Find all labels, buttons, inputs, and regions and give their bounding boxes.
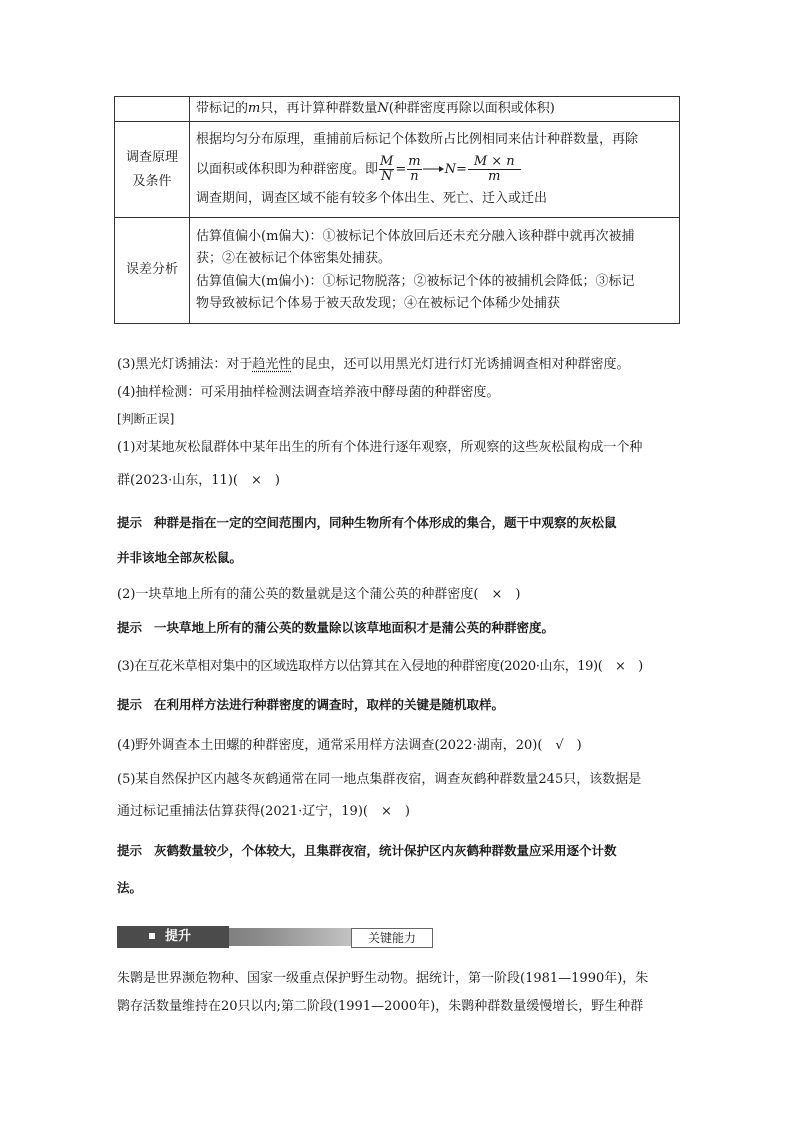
var-N: N [377,101,389,116]
question-5: (5)某自然保护区内越冬灰鹤通常在同一地点集群夜宿，调查灰鹤种群数量245只，该数据是 [117,772,642,787]
intro-paragraph: 朱鹮是世界濒危物种、国家一级重点保护野生动物。据统计，第一阶段(1981—1990年)，朱 [117,971,649,986]
banner-title: 提升 [165,929,192,944]
mark-recapture-table [114,96,680,324]
text-line: 估算值偏小(m偏大)：①被标记个体放回后还未充分融入该种群中就再次被捕 [196,228,635,244]
row-label [115,97,190,122]
label-text: 调查原理及条件 [125,149,178,189]
text: 只，再计算种群数量 [260,101,378,116]
text: 的昆虫，还可以用黑光灯进行灯光诱捕调查相对种群密度。 [291,357,630,372]
keyword: 趋光性 [252,357,292,372]
question-2: (2)一块草地上所有的蒲公英的数量就是这个蒲公英的种群密度( × ) [117,587,521,602]
question-4: (4)野外调查本土田螺的种群密度，通常采用样方法调查(2022·湖南，20)( √ ) [117,738,582,753]
tip-label: 提示 [117,515,143,530]
text-line: 估算值偏大(m偏小)：①标记物脱落；②被标记个体的被捕机会降低；③标记 [196,273,635,289]
text: 以面积或体积即为种群密度。即 [196,161,379,177]
numerator: M [380,153,394,169]
tip-label: 提示 [117,843,143,858]
table-row [115,97,680,122]
text-line: 物导致被标记个体易于被天敌发现；④在被标记个体稀少处捕获 [196,296,561,311]
tip-text: 在利用样方法进行种群密度的调查时，取样的关键是随机取样。 [154,697,505,712]
section-header-judge: [判断正误] [117,412,175,426]
tip-text: 种群是指在一定的空间范围内，同种生物所有个体形成的集合，题干中观察的灰松鼠 [154,515,617,530]
question-3: (3)在互花米草相对集中的区域选取样方以估算其在入侵地的种群密度(2020·山东，19)( × ) [117,659,643,674]
question-1: (1)对某地灰松鼠群体中某年出生的所有个体进行逐年观察，所观察的这些灰松鼠构成一个种 [117,440,643,455]
table-row [115,218,680,324]
square-icon [149,933,155,939]
tip-1-cont: 并非该地全部灰松鼠。 [117,550,243,565]
arrow-icon [423,164,445,174]
fraction-m-n [407,155,421,184]
intro-paragraph-cont: 鹮存活数量维持在20只以内;第二阶段(1991—2000年)，朱鹮种群数量缓慢增长，野生种群 [117,999,644,1014]
tip-label: 提示 [117,697,143,712]
tip-3 [117,694,682,716]
row-label: 误差分析 [115,218,190,324]
text-line: 根据均匀分布原理，重捕前后标记个体数所占比例相同来估计种群数量，再除 [196,132,639,147]
fraction-result [468,155,521,184]
numerator: M × n [468,155,521,170]
tip-5 [117,840,682,862]
text: 带标记的 [196,101,249,116]
method-item-3 [117,354,682,376]
text: (3)黑光灯诱捕法：对于 [117,357,253,372]
method-item-4: (4)抽样检测：可采用抽样检测法调查培养液中酵母菌的种群密度。 [117,385,500,400]
tip-1 [117,512,682,534]
var-m: m [248,101,261,116]
row-content [190,218,680,324]
section-banner [117,925,437,949]
tip-text: 灰鹤数量较少，个体较大，且集群夜宿，统计保护区内灰鹤种群数量应采用逐个计数 [154,843,617,858]
banner-tag-secondary: 关键能力 [351,928,433,948]
tip-text: 一块草地上所有的蒲公英的数量除以该草地面积才是蒲公英的种群密度。 [154,620,555,635]
text-line: 调查期间，调查区域不能有较多个体出生、死亡、迁入或迁出 [196,190,548,206]
tip-label: 提示 [117,620,143,635]
result-prefix: N= [444,161,467,177]
banner-tag-primary [117,926,229,948]
text: (种群密度再除以面积或体积) [388,101,555,116]
text-line: 获；②在被标记个体密集处捕获。 [196,251,392,266]
row-label [115,122,190,218]
equals: = [395,161,407,177]
row-content [190,122,680,218]
fraction-M-N [379,155,394,184]
row-content [190,97,680,122]
question-5-cont: 通过标记重捕法估算获得(2021·辽宁，19)( × ) [117,804,410,819]
denominator: m [488,168,501,184]
formula-line [196,152,673,188]
tip-2 [117,617,682,639]
numerator: m [408,153,421,169]
tip-5-cont: 法。 [117,880,143,895]
denominator: n [410,168,419,184]
question-1-cont: 群(2023·山东，11)( × ) [117,473,280,488]
table-row [115,122,680,218]
denominator: N [380,168,393,184]
